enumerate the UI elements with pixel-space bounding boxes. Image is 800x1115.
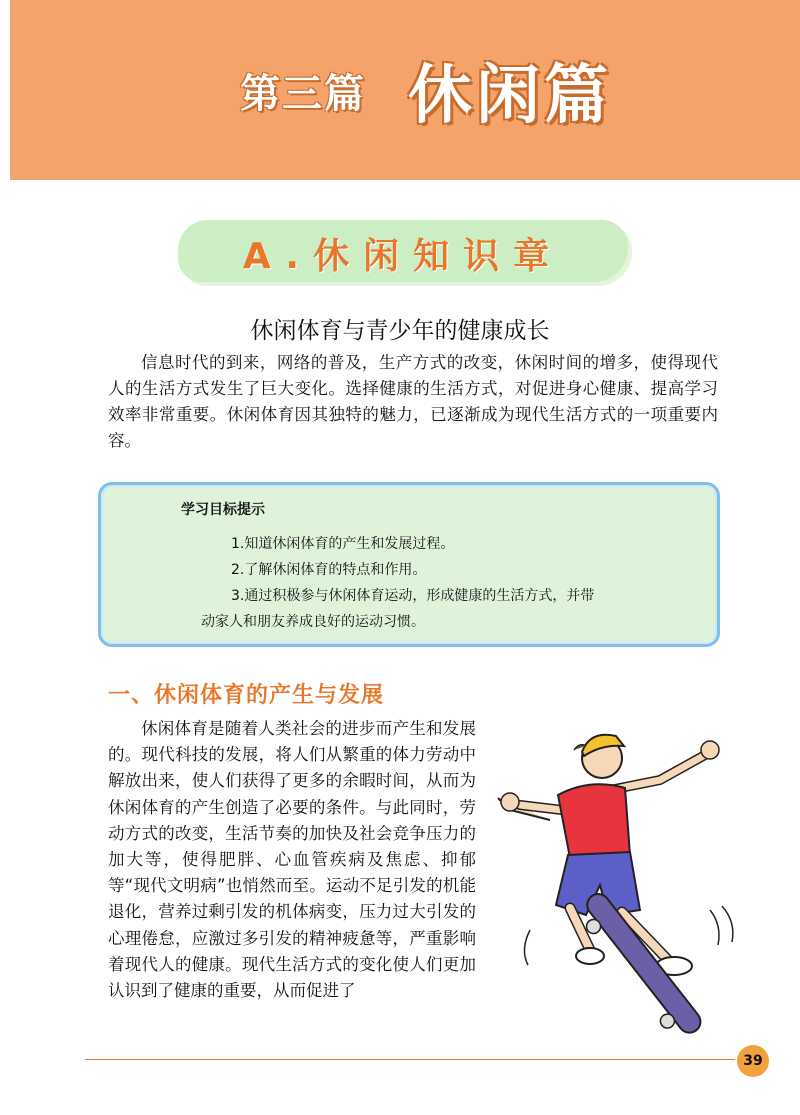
chapter-badge bbox=[178, 220, 628, 282]
page-number: 39 bbox=[737, 1045, 769, 1077]
body-paragraph: 休闲体育是随着人类社会的进步而产生和发展的。现代科技的发展，将人们从繁重的体力劳动中解放出来，使人们获得了更多的余暇时间，从而为休闲体育的产生创造了必要的条件。与此同时，劳动方式的改变，生活节奏的加快及社会竞争压力的加大等，使得肥胖、心血管疾病及焦虑、抑郁等“现代文明病”也悄然而至。运动不足引发的机能退化，营养过剩引发的机体病变，压力过大引发的心理倦怠，应激过多引发的精神疲惫等，严重影响着现代人的健康。现代生活方式的变化使人们更加认识到了健康的重要，从而促进了 bbox=[108, 719, 476, 1001]
part-title: 休闲篇 bbox=[408, 59, 612, 133]
footer-line bbox=[85, 1059, 735, 1060]
intro-paragraph: 信息时代的到来，网络的普及，生产方式的改变，休闲时间的增多，使得现代人的生活方式发生了巨大变化。选择健康的生活方式，对促进身心健康、提高学习效率非常重要。休闲体育因其独特的魅力，已逐渐成为现代生活方式的一项重要内容。 bbox=[108, 353, 718, 450]
skateboarder-illustration bbox=[490, 660, 750, 1040]
learning-goal-item: 3.通过积极参与休闲体育运动，形成健康的生活方式，并带 bbox=[231, 588, 595, 604]
learning-goal-item: 2.了解休闲体育的特点和作用。 bbox=[231, 562, 427, 578]
chapter-title: A.休闲知识章 bbox=[242, 236, 564, 277]
learning-goal-item-continuation: 动家人和朋友养成良好的运动习惯。 bbox=[201, 614, 425, 630]
learning-goals-heading: 学习目标提示 bbox=[181, 502, 265, 518]
learning-goal-item: 1.知道休闲体育的产生和发展过程。 bbox=[231, 536, 455, 552]
part-label: 第三篇 bbox=[240, 71, 366, 117]
header-band bbox=[10, 0, 800, 180]
subsection-title: 一、休闲体育的产生与发展 bbox=[108, 683, 385, 708]
section-title: 休闲体育与青少年的健康成长 bbox=[250, 318, 550, 344]
learning-goals-box bbox=[98, 482, 720, 647]
